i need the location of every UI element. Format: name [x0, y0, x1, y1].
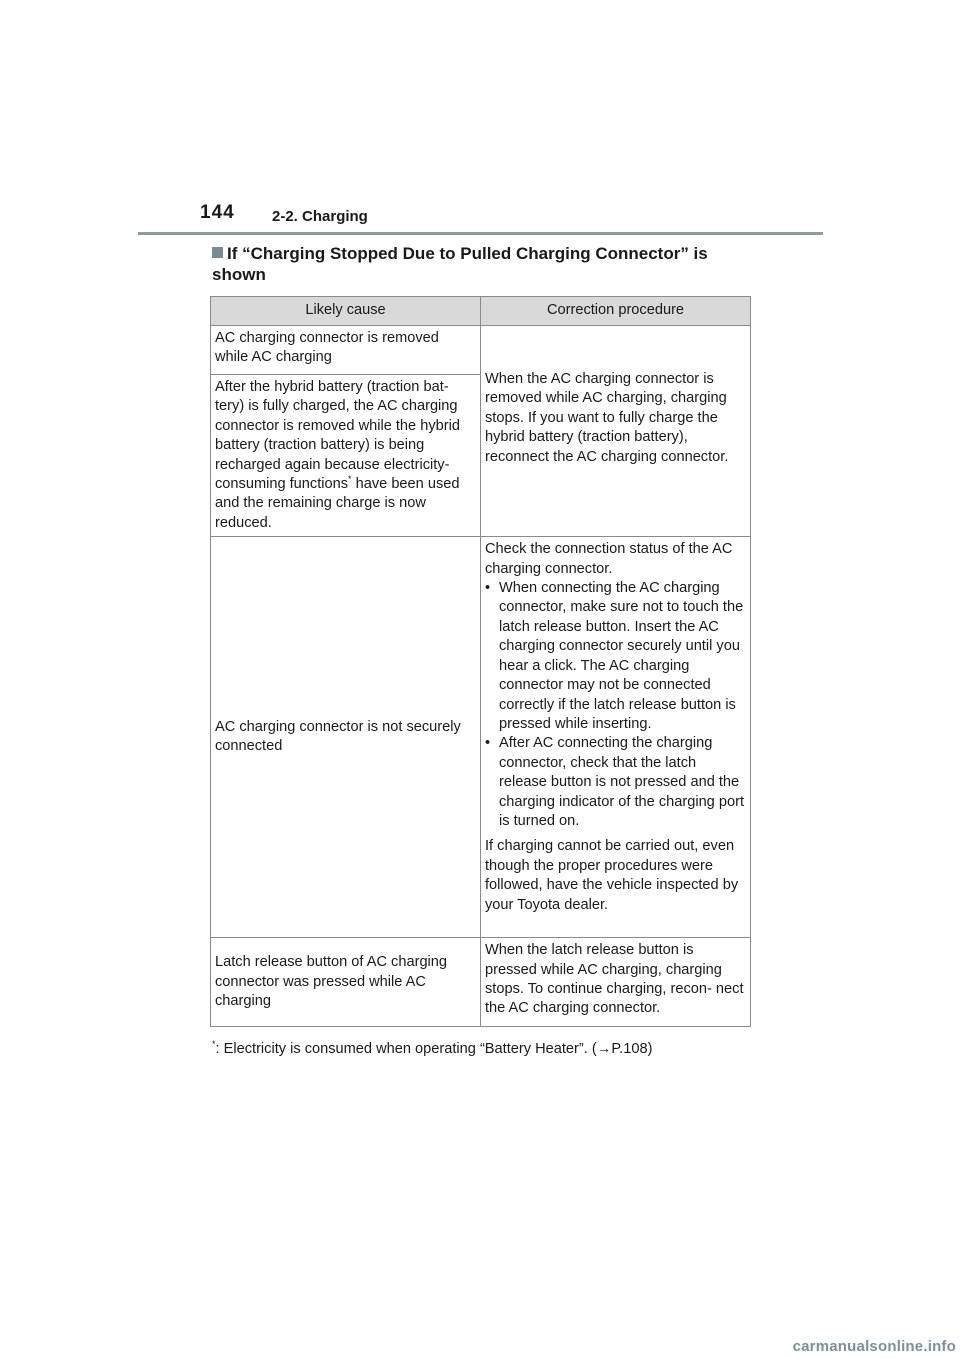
column-header-correction-procedure: Correction procedure [481, 297, 751, 326]
subsection-heading [212, 243, 757, 285]
procedure-cell [481, 537, 751, 938]
cause-correction-table [210, 296, 751, 1027]
cause-cell: AC charging connector is not securely connected [211, 537, 481, 938]
footnote-text: : Electricity is consumed when operating “Battery Heater”. (→P.108) [215, 1041, 653, 1057]
footnote-marker: * [348, 474, 352, 485]
column-header-likely-cause: Likely cause [211, 297, 481, 326]
watermark: carmanualsonline.info [792, 1338, 956, 1355]
heading-line-1: If “Charging Stopped Due to Pulled Charging Connector” is [227, 244, 708, 263]
table-row [211, 537, 751, 938]
footnote-marker: * [212, 1039, 216, 1050]
cause-cell: Latch release button of AC charging connector was pressed while AC charging [211, 938, 481, 1027]
table-row [211, 326, 751, 375]
list-item: • When connecting the AC charging connector, make sure not to touch the latch release button. Insert the AC charging connector securely until you hear a click. The AC charging connector may not be connected correctly if the latch release button is pressed while inserting. [485, 579, 746, 734]
procedure-cell: When the AC charging connector is removed while AC charging, charging stops. If you want to fully charge the hybrid battery (traction battery), reconnect the AC charging connector. [481, 326, 751, 537]
procedure-outro: If charging cannot be carried out, even though the proper procedures were followed, have the vehicle inspected by your Toyota dealer. [485, 838, 739, 913]
list-item: • After AC connecting the charging connector, check that the latch release button is not pressed and the charging indicator of the charging port is turned on. [485, 734, 746, 831]
procedure-intro: Check the connection status of the AC charging connector. [485, 541, 733, 577]
header-divider [138, 232, 823, 235]
footnote [212, 1041, 652, 1057]
heading-line-2: shown [212, 265, 266, 284]
cause-cell: AC charging connector is removed while AC charging [211, 326, 481, 375]
table-header-row [211, 297, 751, 326]
square-bullet-icon [212, 247, 223, 258]
section-title: 2-2. Charging [272, 208, 368, 225]
procedure-bullet-list [485, 579, 746, 831]
procedure-cell: When the latch release button is pressed while AC charging, charging stops. To continue charging, recon- nect the AC charging connector. [481, 938, 751, 1027]
page-number: 144 [200, 202, 235, 223]
cause-cell: After the hybrid battery (traction bat- tery) is fully charged, the AC charging connector is removed while the hybrid battery (traction battery) is being recharged again because electricity-consuming functions* have been used and the remaining charge is now reduced. [211, 375, 481, 537]
table-row [211, 938, 751, 1027]
